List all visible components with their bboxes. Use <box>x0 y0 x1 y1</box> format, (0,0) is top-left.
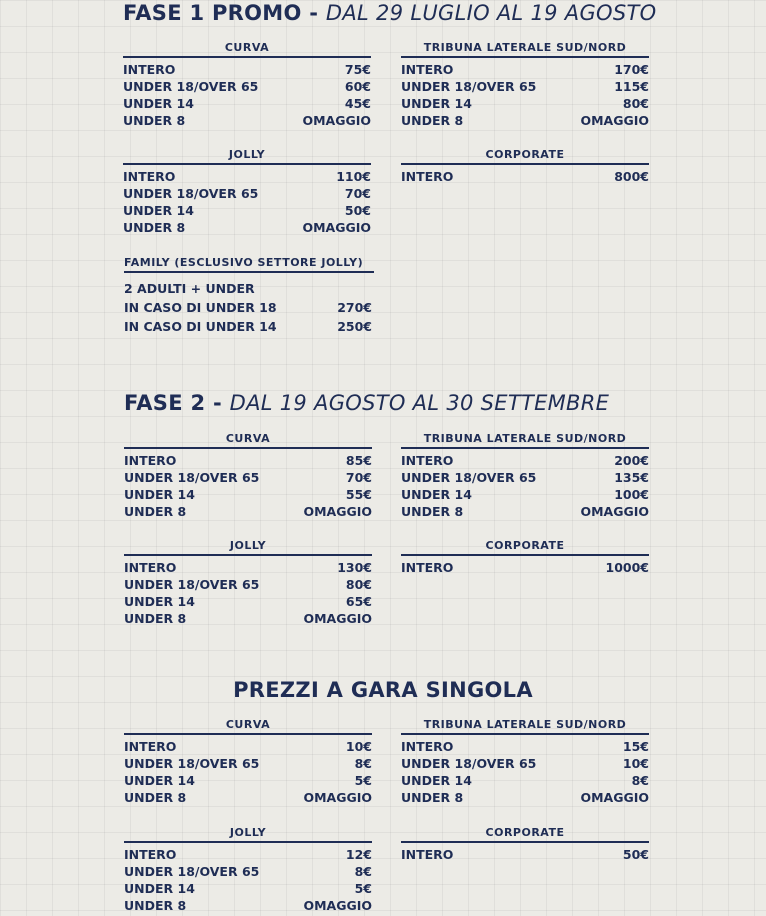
section-divider <box>401 56 649 58</box>
section-title: CURVA <box>225 432 271 445</box>
row-price: 80€ <box>345 577 372 592</box>
row-label: INTERO <box>401 453 454 468</box>
row-label: UNDER 8 <box>123 113 186 128</box>
section-title: TRIBUNA LATERALE SUD/NORD <box>423 718 627 731</box>
phase2-title: FASE 2 - <box>124 391 223 415</box>
price-row <box>401 772 649 789</box>
price-row <box>123 202 371 219</box>
row-price: 200€ <box>614 453 649 468</box>
row-price: 10€ <box>622 756 649 771</box>
row-label: UNDER 8 <box>123 220 186 235</box>
section-divider <box>401 841 649 843</box>
row-label: INTERO <box>401 739 454 754</box>
row-price: 115€ <box>614 79 649 94</box>
row-price: OMAGGIO <box>580 504 649 519</box>
row-price: 135€ <box>614 470 649 485</box>
row-label: UNDER 14 <box>123 96 194 111</box>
row-price: 10€ <box>345 739 372 754</box>
row-label: UNDER 14 <box>401 96 472 111</box>
price-row <box>124 452 372 469</box>
section-divider <box>124 447 372 449</box>
price-row <box>401 789 649 806</box>
row-label: UNDER 14 <box>124 881 195 896</box>
price-row <box>124 486 372 503</box>
row-price: 8€ <box>354 864 372 879</box>
row-label: UNDER 18/OVER 65 <box>124 577 260 592</box>
price-row <box>124 503 372 520</box>
row-label: INTERO <box>124 560 177 575</box>
row-price: OMAGGIO <box>303 504 372 519</box>
row-price: 170€ <box>614 62 649 77</box>
section-title: CURVA <box>225 718 271 731</box>
row-label: INTERO <box>123 169 176 184</box>
section-divider <box>124 733 372 735</box>
price-row <box>124 863 372 880</box>
phase1-curva-table <box>123 39 371 129</box>
price-row <box>124 576 372 593</box>
section-title: CORPORATE <box>485 148 565 161</box>
row-price: 250€ <box>337 319 372 334</box>
price-row <box>124 610 372 627</box>
section-title: CORPORATE <box>485 539 565 552</box>
row-label: UNDER 18/OVER 65 <box>123 186 259 201</box>
single-jolly-table <box>124 824 372 914</box>
row-label: UNDER 8 <box>124 790 187 805</box>
price-row <box>123 168 371 185</box>
phase2-curva-table <box>124 430 372 520</box>
single-tribuna-table <box>401 716 649 806</box>
price-row <box>401 755 649 772</box>
row-price: OMAGGIO <box>580 790 649 805</box>
phase2-heading <box>124 391 609 415</box>
price-row <box>123 78 371 95</box>
row-price: 85€ <box>345 453 372 468</box>
section-title: FAMILY (ESCLUSIVO SETTORE JOLLY) <box>124 256 364 269</box>
price-row <box>123 112 371 129</box>
row-label: UNDER 8 <box>401 790 464 805</box>
phase1-family-table <box>124 254 374 336</box>
price-row <box>401 503 649 520</box>
row-label: UNDER 14 <box>401 773 472 788</box>
row-price: 800€ <box>614 169 649 184</box>
row-label: INTERO <box>401 847 454 862</box>
phase2-corporate-table <box>401 537 649 576</box>
row-price: 270€ <box>337 300 372 315</box>
row-price: OMAGGIO <box>303 898 372 913</box>
section-divider <box>123 56 371 58</box>
price-row <box>401 452 649 469</box>
row-price: 80€ <box>622 96 649 111</box>
section-divider <box>401 447 649 449</box>
row-label: UNDER 14 <box>124 487 195 502</box>
row-price: 100€ <box>614 487 649 502</box>
price-row <box>401 112 649 129</box>
row-label: UNDER 18/OVER 65 <box>401 756 537 771</box>
section-divider <box>401 554 649 556</box>
price-row <box>124 469 372 486</box>
row-price: 65€ <box>345 594 372 609</box>
price-row <box>124 789 372 806</box>
row-label: IN CASO DI UNDER 14 <box>124 319 277 334</box>
row-label: UNDER 8 <box>124 504 187 519</box>
price-row <box>124 593 372 610</box>
price-row <box>124 559 372 576</box>
price-row <box>401 846 649 863</box>
price-row <box>124 897 372 914</box>
section-divider <box>401 733 649 735</box>
phase1-title: FASE 1 PROMO - <box>123 1 319 25</box>
section-divider <box>123 163 371 165</box>
row-label: UNDER 18/OVER 65 <box>123 79 259 94</box>
row-label: INTERO <box>124 739 177 754</box>
row-label: 2 ADULTI + UNDER <box>124 281 255 296</box>
price-row <box>401 95 649 112</box>
single-heading: PREZZI A GARA SINGOLA <box>233 678 533 702</box>
section-divider <box>124 841 372 843</box>
section-title: JOLLY <box>228 148 266 161</box>
price-row <box>124 846 372 863</box>
row-price: 55€ <box>345 487 372 502</box>
row-label: UNDER 18/OVER 65 <box>124 756 260 771</box>
section-divider <box>401 163 649 165</box>
section-divider <box>124 271 374 273</box>
price-row <box>401 78 649 95</box>
row-label: INTERO <box>401 169 454 184</box>
row-price: 130€ <box>337 560 372 575</box>
price-row <box>123 185 371 202</box>
price-row <box>124 298 374 317</box>
row-label: UNDER 8 <box>401 504 464 519</box>
price-row <box>124 317 374 336</box>
row-price: 12€ <box>345 847 372 862</box>
price-row <box>401 486 649 503</box>
single-corporate-table <box>401 824 649 863</box>
row-label: UNDER 8 <box>401 113 464 128</box>
row-price: OMAGGIO <box>303 611 372 626</box>
row-price: 1000€ <box>605 560 649 575</box>
row-price: 75€ <box>344 62 371 77</box>
section-title: TRIBUNA LATERALE SUD/NORD <box>423 41 627 54</box>
phase1-subtitle: DAL 29 LUGLIO AL 19 AGOSTO <box>325 1 657 25</box>
section-title: CORPORATE <box>485 826 565 839</box>
section-title: CURVA <box>224 41 270 54</box>
price-row <box>124 279 374 298</box>
phase1-corporate-table <box>401 146 649 185</box>
phase2-subtitle: DAL 19 AGOSTO AL 30 SETTEMBRE <box>229 391 610 415</box>
phase1-jolly-table <box>123 146 371 236</box>
section-title: JOLLY <box>229 826 267 839</box>
price-row <box>401 469 649 486</box>
row-label: UNDER 18/OVER 65 <box>401 470 537 485</box>
row-label: INTERO <box>401 62 454 77</box>
price-row <box>124 738 372 755</box>
price-row <box>401 61 649 78</box>
phase2-jolly-table <box>124 537 372 627</box>
row-price: OMAGGIO <box>303 790 372 805</box>
price-row <box>401 738 649 755</box>
row-price: 15€ <box>622 739 649 754</box>
price-row <box>123 95 371 112</box>
row-price: 110€ <box>336 169 371 184</box>
row-label: UNDER 8 <box>124 898 187 913</box>
row-label: UNDER 18/OVER 65 <box>124 470 260 485</box>
price-row <box>124 772 372 789</box>
row-price: 5€ <box>354 773 372 788</box>
row-label: UNDER 14 <box>123 203 194 218</box>
single-curva-table <box>124 716 372 806</box>
section-title: JOLLY <box>229 539 267 552</box>
row-price: 45€ <box>344 96 371 111</box>
row-label: INTERO <box>124 847 177 862</box>
price-row <box>123 61 371 78</box>
row-price: 5€ <box>354 881 372 896</box>
row-label: UNDER 14 <box>124 594 195 609</box>
row-price: OMAGGIO <box>580 113 649 128</box>
row-price: 8€ <box>631 773 649 788</box>
row-price: OMAGGIO <box>302 113 371 128</box>
row-price: 50€ <box>344 203 371 218</box>
row-label: UNDER 14 <box>124 773 195 788</box>
price-row <box>124 880 372 897</box>
row-label: IN CASO DI UNDER 18 <box>124 300 277 315</box>
row-price: 70€ <box>345 470 372 485</box>
row-price: OMAGGIO <box>302 220 371 235</box>
row-price: 70€ <box>344 186 371 201</box>
price-row <box>124 755 372 772</box>
row-label: INTERO <box>401 560 454 575</box>
section-divider <box>124 554 372 556</box>
section-title: TRIBUNA LATERALE SUD/NORD <box>423 432 627 445</box>
row-label: UNDER 18/OVER 65 <box>124 864 260 879</box>
row-label: INTERO <box>123 62 176 77</box>
row-label: UNDER 18/OVER 65 <box>401 79 537 94</box>
row-price: 50€ <box>622 847 649 862</box>
row-label: UNDER 8 <box>124 611 187 626</box>
row-label: UNDER 14 <box>401 487 472 502</box>
phase2-tribuna-table <box>401 430 649 520</box>
phase1-tribuna-table <box>401 39 649 129</box>
price-row <box>401 168 649 185</box>
phase1-heading <box>123 1 656 25</box>
row-price: 8€ <box>354 756 372 771</box>
price-row <box>123 219 371 236</box>
price-row <box>401 559 649 576</box>
row-label: INTERO <box>124 453 177 468</box>
row-price: 60€ <box>344 79 371 94</box>
